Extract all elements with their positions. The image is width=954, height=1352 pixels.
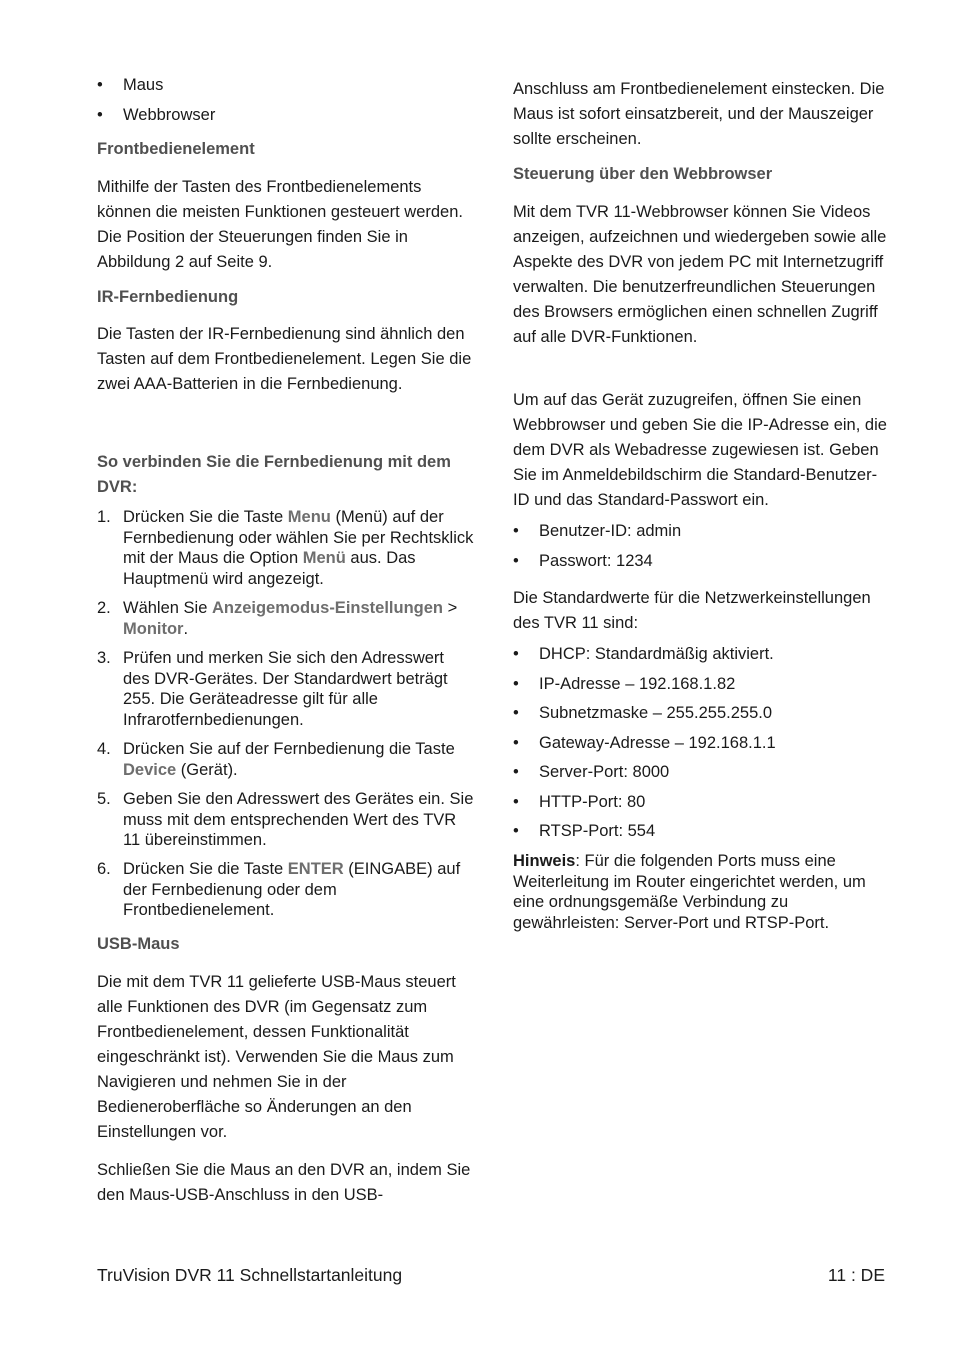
usb-mouse-text: Die mit dem TVR 11 gelieferte USB-Maus steuert alle Funktionen des DVR (im Gegensatz zum Frontbedienelement, dessen Funktionalität eingeschränkt ist). Verwenden Sie die Maus zum Navigieren und nehmen Sie in der Bedieneroberfläche so Änderungen an den Einstellungen vor. [97,973,456,1141]
note-label: Hinweis [513,852,576,870]
section-heading-usb-mouse: USB-Maus [97,935,180,953]
list-item-step-4: 4. Drücken Sie auf der Fernbedienung die Taste Device (Gerät). [97,740,455,779]
ui-term: ENTER [287,860,344,878]
ir-remote-text: Die Tasten der IR-Fernbedienung sind ähnlich den Tasten auf dem Frontbedienelement. Legen Sie die zwei AAA-Batterien in die Fernbedienung. [97,325,472,393]
footer-page-number: 11 : DE [827,1265,885,1285]
section-heading-web-browser: Steuerung über den Webbrowser [513,165,773,183]
list-item: • DHCP: Standardmäßig aktiviert. [513,644,774,664]
ui-term: Menu [287,508,331,526]
section-heading-front-panel: Frontbedienelement [97,140,255,158]
list-item-step-1: 1. Drücken Sie die Taste Menu (Menü) auf der Fernbedienung oder wählen Sie per Rechtsklick mit der Maus die Option Menü aus. Das Hauptmenü wird angezeigt. [97,508,474,588]
usb-mouse-connect-text: Schließen Sie die Maus an den DVR an, indem Sie den Maus-USB-Anschluss in den USB- [97,1161,471,1204]
list-item-step-6: 6. Drücken Sie die Taste ENTER (EINGABE) auf der Fernbedienung oder dem Frontbedienelement. [97,860,461,919]
list-item: • Subnetzmaske – 255.255.255.0 [513,703,772,723]
list-item-step-2: 2. Wählen Sie Anzeigemodus-Einstellungen > Monitor. [97,599,458,638]
section-heading-ir-remote: IR-Fernbedienung [97,288,239,306]
list-item: • RTSP-Port: 554 [513,821,655,841]
section-heading-connect-remote: So verbinden Sie die Fernbedienung mit dem DVR: [97,453,451,496]
ui-term: Monitor [123,619,184,638]
note-paragraph: Hinweis: Für die folgenden Ports muss eine Weiterleitung im Router eingerichtet werden, um eine ordnungsgemäße Verbindung zu gewährleisten: Server-Port und RTSP-Port. [513,852,866,932]
list-item: • IP-Adresse – 192.168.1.82 [513,674,735,694]
list-item: • Passwort: 1234 [513,551,653,571]
list-item: • Webbrowser [97,105,215,125]
list-item-step-3: 3. Prüfen und merken Sie sich den Adresswert des DVR-Gerätes. Der Standardwert beträgt 255. Die Geräteadresse gilt für alle Infrarotfernbedienungen. [97,649,448,729]
list-item: • HTTP-Port: 80 [513,792,645,812]
ui-term: Anzeigemodus-Einstellungen [211,599,443,617]
list-item-step-5: 5. Geben Sie den Adresswert des Gerätes ein. Sie muss mit dem entsprechenden Wert des TVR 11 übereinstimmen. [97,790,474,849]
list-item: • Maus [97,75,163,95]
network-defaults-intro: Die Standardwerte für die Netzwerkeinstellungen des TVR 11 sind: [513,589,871,632]
list-item: • Gateway-Adresse – 192.168.1.1 [513,733,776,753]
list-item: • Server-Port: 8000 [513,762,669,782]
footer-title: TruVision DVR 11 Schnellstartanleitung [97,1265,403,1285]
ui-term: Device [123,760,177,779]
web-access-text: Um auf das Gerät zuzugreifen, öffnen Sie einen Webbrowser und geben Sie die IP-Adresse ein, die dem DVR als Webadresse zugewiesen ist. Geben Sie im Anmeldebildschirm die Standard-Benutzer-ID und das Standard-Passwort ein. [513,391,887,509]
list-item: • Benutzer-ID: admin [513,521,681,541]
ui-term: Menü [302,549,346,567]
front-panel-text: Mithilfe der Tasten des Frontbedienelements können die meisten Funktionen gesteuert werden. Die Position der Steuerungen finden Sie in Abbildung 2 auf Seite 9. [97,178,463,271]
web-browser-text: Mit dem TVR 11-Webbrowser können Sie Videos anzeigen, aufzeichnen und wiedergeben sowie alle Aspekte des DVR von jedem PC mit Internetzugriff verwalten. Die benutzerfreundlichen Steuerungen des Browsers ermöglichen einen schnellen Zugriff auf alle DVR-Funktionen. [513,203,887,346]
usb-mouse-continued-text: Anschluss am Frontbedienelement einstecken. Die Maus ist sofort einsatzbereit, und der Mauszeiger sollte erscheinen. [513,80,885,148]
